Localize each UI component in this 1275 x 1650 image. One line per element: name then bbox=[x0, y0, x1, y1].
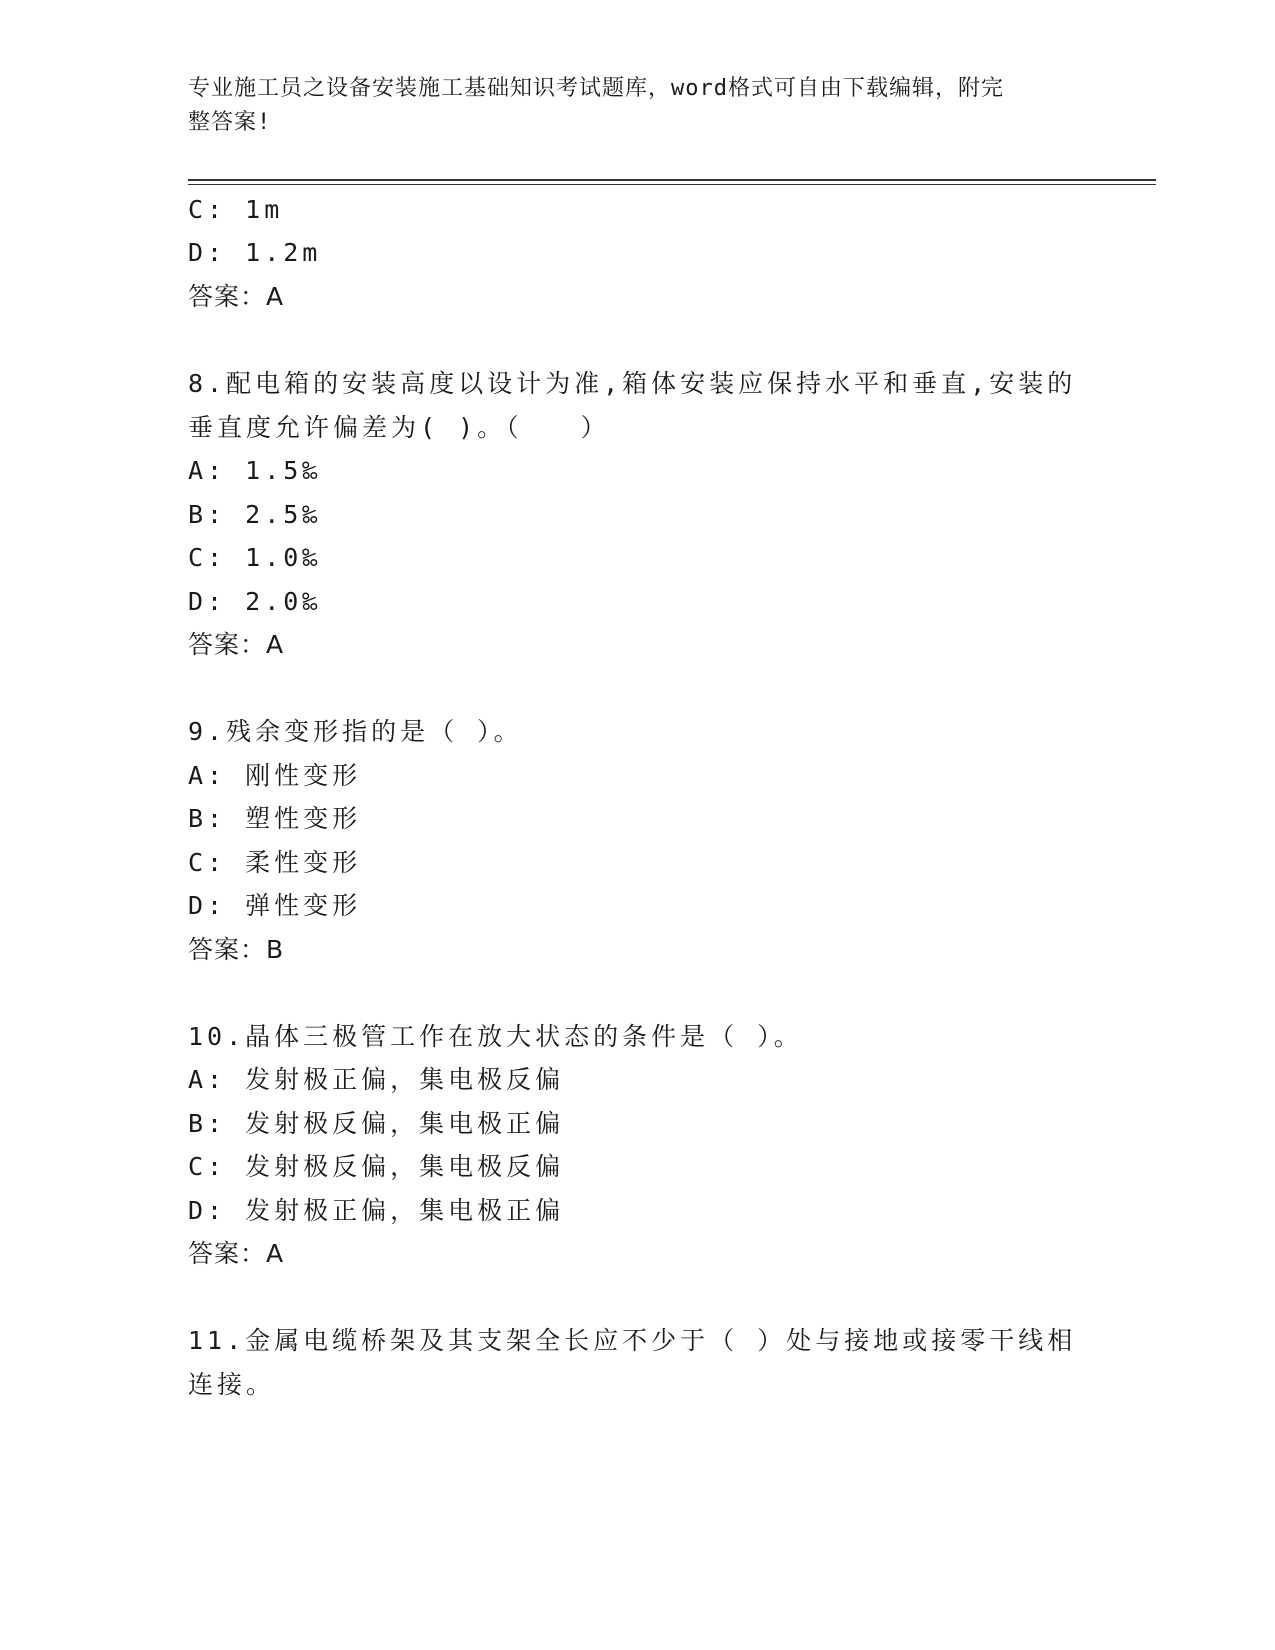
q8-option-c: C: 1.0‰ bbox=[188, 543, 322, 572]
q9-stem: 9.残余变形指的是（ ）。 bbox=[188, 717, 523, 746]
q11-stem-line-1: 11.金属电缆桥架及其支架全长应不少于（ ）处与接地或接零干线相 bbox=[188, 1326, 1077, 1355]
q10-option-a: A: 发射极正偏，集电极反偏 bbox=[188, 1065, 565, 1094]
q8-answer: 答案：A bbox=[188, 630, 285, 659]
header-divider bbox=[188, 179, 1156, 181]
header-line-1: 专业施工员之设备安装施工基础知识考试题库，word格式可自由下载编辑，附完 bbox=[188, 76, 1004, 101]
q8-option-d: D: 2.0‰ bbox=[188, 587, 322, 616]
q9-option-a: A: 刚性变形 bbox=[188, 761, 362, 790]
q10-option-c: C: 发射极反偏，集电极反偏 bbox=[188, 1152, 565, 1181]
page-header bbox=[188, 72, 1068, 140]
q9-answer: 答案：B bbox=[188, 935, 285, 964]
header-line-2: 整答案! bbox=[188, 110, 272, 135]
q9-option-c: C: 柔性变形 bbox=[188, 848, 362, 877]
q8-option-a: A: 1.5‰ bbox=[188, 456, 322, 485]
q10-stem: 10.晶体三极管工作在放大状态的条件是（ ）。 bbox=[188, 1022, 803, 1051]
q8-stem-line-1: 8.配电箱的安装高度以设计为准,箱体安装应保持水平和垂直,安装的 bbox=[188, 369, 1077, 398]
q8-option-b: B: 2.5‰ bbox=[188, 500, 322, 529]
q9-option-b: B: 塑性变形 bbox=[188, 804, 362, 833]
q7-answer: 答案：A bbox=[188, 282, 285, 311]
q10-option-b: B: 发射极反偏，集电极正偏 bbox=[188, 1109, 565, 1138]
q8-stem-line-2: 垂直度允许偏差为( )。（ ） bbox=[188, 413, 610, 442]
header-divider-thin bbox=[188, 184, 1156, 185]
q10-answer: 答案：A bbox=[188, 1239, 285, 1268]
q9-option-d: D: 弹性变形 bbox=[188, 891, 362, 920]
q7-option-c: C: 1m bbox=[188, 195, 284, 224]
q11-stem-line-2: 连接。 bbox=[188, 1370, 276, 1399]
q7-option-d: D: 1.2m bbox=[188, 238, 322, 267]
q10-option-d: D: 发射极正偏，集电极正偏 bbox=[188, 1196, 565, 1225]
